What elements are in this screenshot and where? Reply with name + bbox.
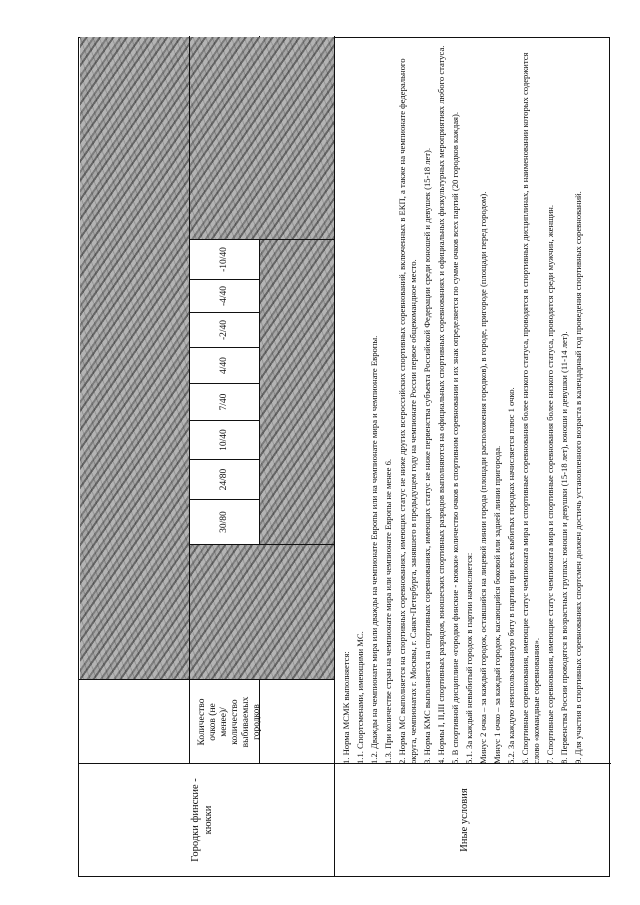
value-cell: -4/40 — [219, 285, 229, 307]
note-item: 5.1. За каждый невыбитый городок в партии начисляется: — [464, 552, 474, 764]
note-item: 8. Первенства России проводятся в возрастных группах: юноши и девушки (15-18 лет), юноши и девушки (11-14 лет). — [559, 331, 569, 764]
value-cell: -10/40 — [219, 247, 229, 272]
note-item: 9. Для участия в спортивных соревнованиях спортсмен должен достичь установленного возраста в календарный год проведения спортивных соревнований. — [573, 191, 583, 764]
value-cell: 24/80 — [219, 468, 229, 491]
value-cell: 4/40 — [219, 357, 229, 374]
conditions-notes — [341, 42, 587, 764]
value-cell: -2/40 — [219, 319, 229, 341]
note-item: 6. Спортивные соревнования, имеющие статус чемпионата мира и спортивные соревнования более низкого статуса, проводятся в спортивных дисциплинах, в наименовании которых содержится слово «командные соревнования». — [520, 52, 541, 764]
note-item: Минус 1 очко – за каждый городок, касающийся боковой или задней линии пригорода. — [492, 445, 502, 764]
note-item: 2. Норма МС выполняется на спортивных соревнованиях, имеющих статус не ниже других всероссийских спортивных соревнований, включенных в ЕКП, а также на чемпионате федерального округа, чемпионатах г. Москвы, г. Санкт-Петербурга, занявшего в предыдущем году на чемпионате России первое общекомандное место. — [397, 58, 418, 764]
shaded-area-left — [190, 545, 334, 679]
note-item: 5.2. За каждую неиспользованную биту в партии при всех выбитых городках начисляется плюс 1 очко. — [506, 387, 516, 764]
value-cell: 7/40 — [219, 393, 229, 411]
note-item: 1.3. При количестве стран на чемпионате мира или чемпионате Европы не менее 6. — [383, 458, 393, 764]
note-item: 1.1. Спортсменами, имеющими МС. — [355, 631, 365, 764]
shaded-area-top — [80, 37, 189, 679]
note-item: 3. Норма КМС выполняется на спортивных соревнованиях, имеющих статус не ниже первенства субъекта Российской Федерации среди юношей и девушек (15-18 лет). — [422, 147, 432, 764]
note-item: 5. В спортивной дисциплине «городки финские - кюкки» количество очков в спортивном соревновании и их знак определяется по сумме очков всех партий (20 городков каждая). — [450, 112, 460, 764]
shaded-area-right — [190, 37, 334, 239]
conditions-label: Иные условия — [459, 788, 470, 852]
note-item: 4. Нормы I, II,III спортивных разрядов, юношеских спортивных разрядов выполняются на официальных спортивных соревнованиях и официальных физкультурных мероприятиях любого статуса. — [436, 45, 446, 764]
value-cell: 30/80 — [219, 511, 229, 533]
rotated-page — [78, 37, 610, 877]
note-item: Минус 2 очка – за каждый городок, оставшийся на лицевой линии города (площади расположения городков), в городе, пригороде (площади перед городом). — [478, 191, 488, 764]
note-item: 1. Норма МСМК выполняется: — [341, 651, 351, 764]
value-cell: 10/40 — [219, 429, 229, 451]
note-item: 1.2. Дважды на чемпионате мира или дважды на чемпионате Европы или на чемпионате мира и чемпионате Европы. — [369, 335, 379, 764]
note-item: 7. Спортивные соревнования, имеющие статус чемпионата мира и спортивные соревнования более низкого статуса, проводятся среди мужчин, женщин. — [545, 204, 555, 764]
points-label: Количество очков (не менее)/ количество выбиваемых городков — [197, 696, 262, 748]
shaded-area-row — [260, 240, 334, 544]
discipline-label: Городки финские - кюкки — [190, 778, 214, 862]
norms-table — [78, 37, 610, 877]
